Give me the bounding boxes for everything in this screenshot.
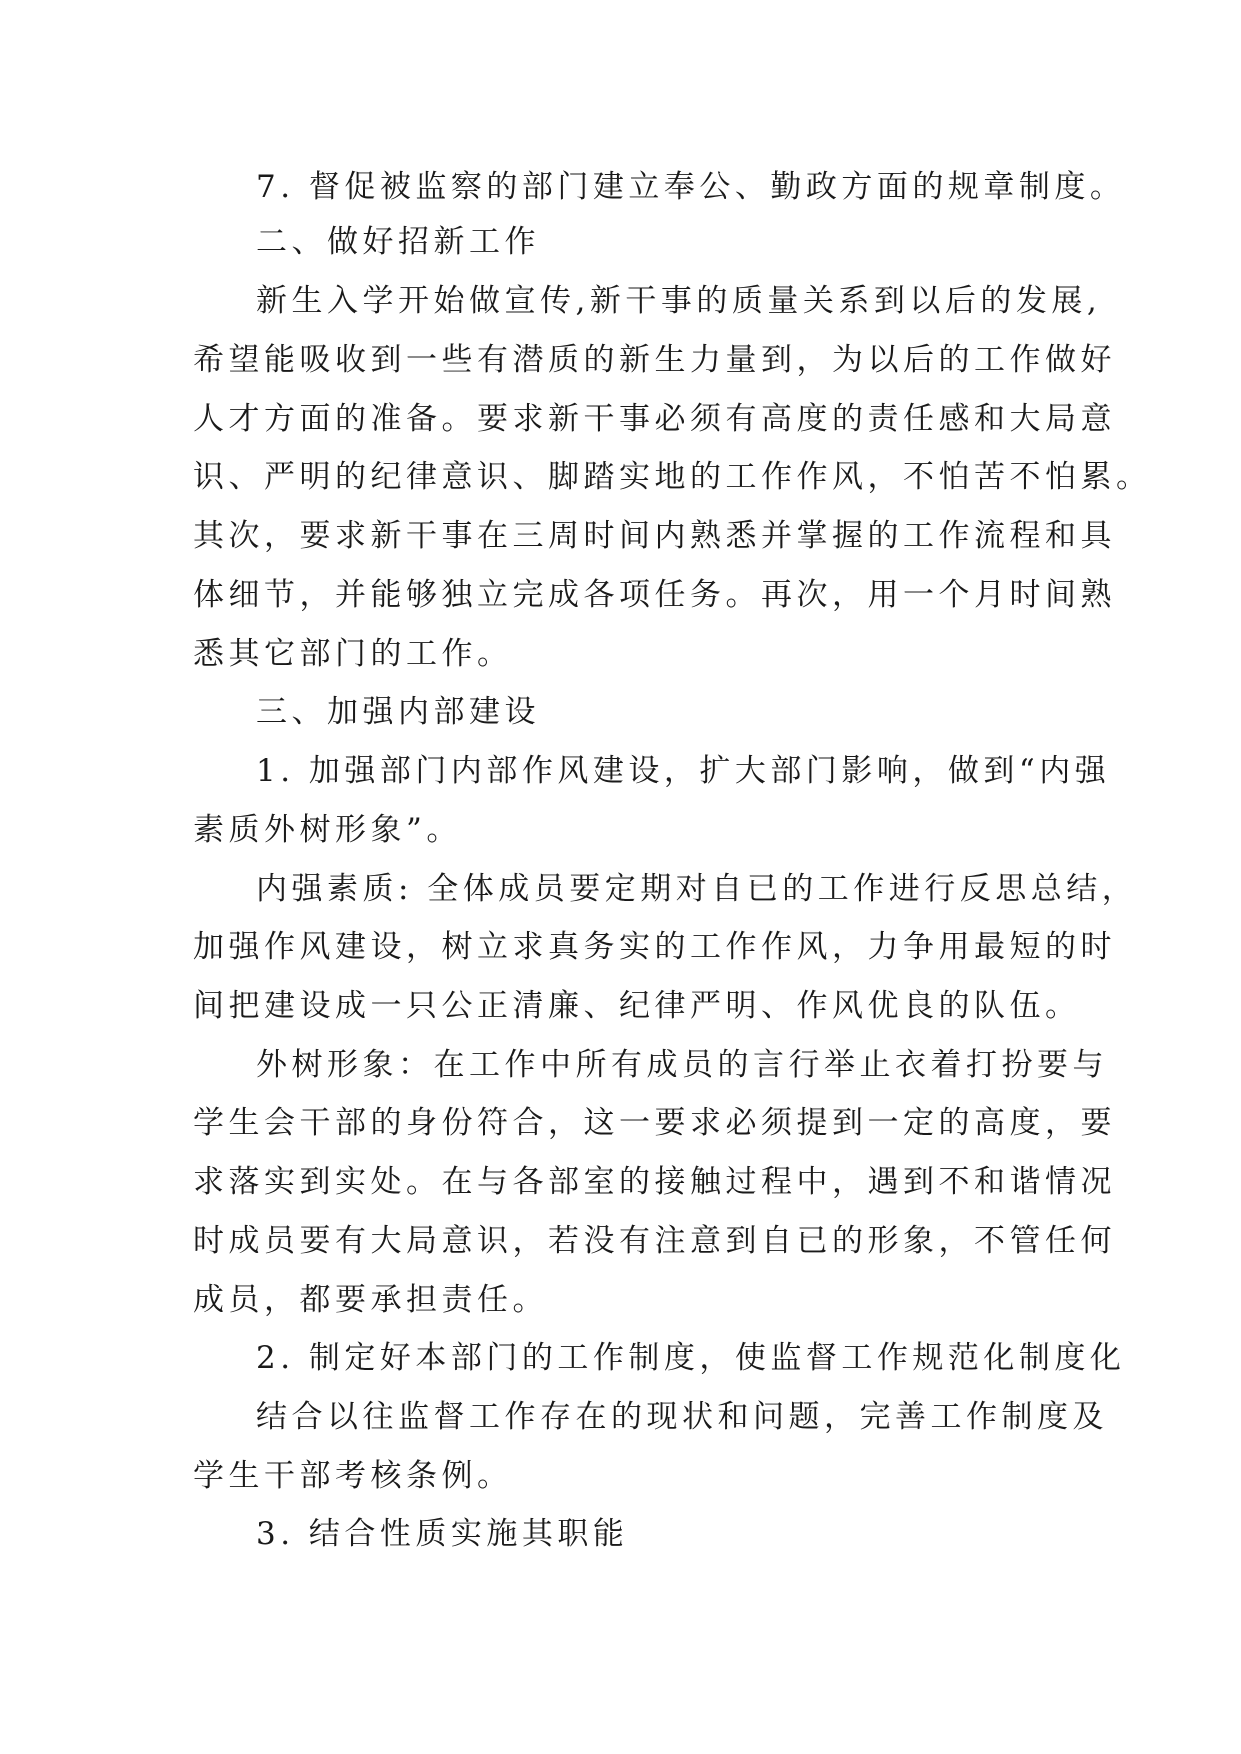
paragraph-line: 学生会干部的身份符合，这一要求必须提到一定的高度，要 bbox=[193, 1105, 1116, 1141]
paragraph-line: 其次，要求新干事在三周时间内熟悉并掌握的工作流程和具 bbox=[193, 518, 1116, 554]
section-heading: 二、做好招新工作 bbox=[256, 224, 540, 260]
paragraph-line: 结合以往监督工作存在的现状和问题，完善工作制度及 bbox=[256, 1399, 1108, 1435]
paragraph-line: 时成员要有大局意识，若没有注意到自已的形象，不管任何 bbox=[193, 1223, 1116, 1259]
paragraph-line: 悉其它部门的工作。 bbox=[193, 636, 513, 672]
paragraph-line: 7. 督促被监察的部门建立奉公、勤政方面的规章制度。 bbox=[256, 169, 1126, 205]
paragraph-line: 学生干部考核条例。 bbox=[193, 1458, 513, 1494]
paragraph-line: 1. 加强部门内部作风建设，扩大部门影响，做到“内强 bbox=[256, 753, 1111, 789]
paragraph-line: 3. 结合性质实施其职能 bbox=[256, 1516, 629, 1552]
paragraph-line: 识、严明的纪律意识、脚踏实地的工作作风，不怕苦不怕累。 bbox=[193, 459, 1152, 495]
paragraph-line: 求落实到实处。在与各部室的接触过程中，遇到不和谐情况 bbox=[193, 1164, 1116, 1200]
paragraph-line: 体细节，并能够独立完成各项任务。再次，用一个月时间熟 bbox=[193, 577, 1116, 613]
paragraph-line: 2. 制定好本部门的工作制度，使监督工作规范化制度化 bbox=[256, 1340, 1126, 1376]
section-heading: 三、加强内部建设 bbox=[256, 694, 540, 730]
paragraph-line: 间把建设成一只公正清廉、纪律严明、作风优良的队伍。 bbox=[193, 988, 1081, 1024]
paragraph-line: 外树形象：在工作中所有成员的言行举止衣着打扮要与 bbox=[256, 1047, 1108, 1083]
paragraph-line: 成员，都要承担责任。 bbox=[193, 1282, 548, 1318]
paragraph-line: 内强素质: 全体成员要定期对自已的工作进行反思总结， bbox=[256, 871, 1138, 907]
paragraph-line: 希望能吸收到一些有潜质的新生力量到，为以后的工作做好 bbox=[193, 342, 1116, 378]
paragraph-line: 加强作风建设，树立求真务实的工作作风，力争用最短的时 bbox=[193, 929, 1116, 965]
paragraph-line: 新生入学开始做宣传,新干事的质量关系到以后的发展, bbox=[256, 283, 1102, 319]
paragraph-line: 人才方面的准备。要求新干事必须有高度的责任感和大局意 bbox=[193, 401, 1116, 437]
paragraph-line: 素质外树形象”。 bbox=[193, 812, 462, 848]
